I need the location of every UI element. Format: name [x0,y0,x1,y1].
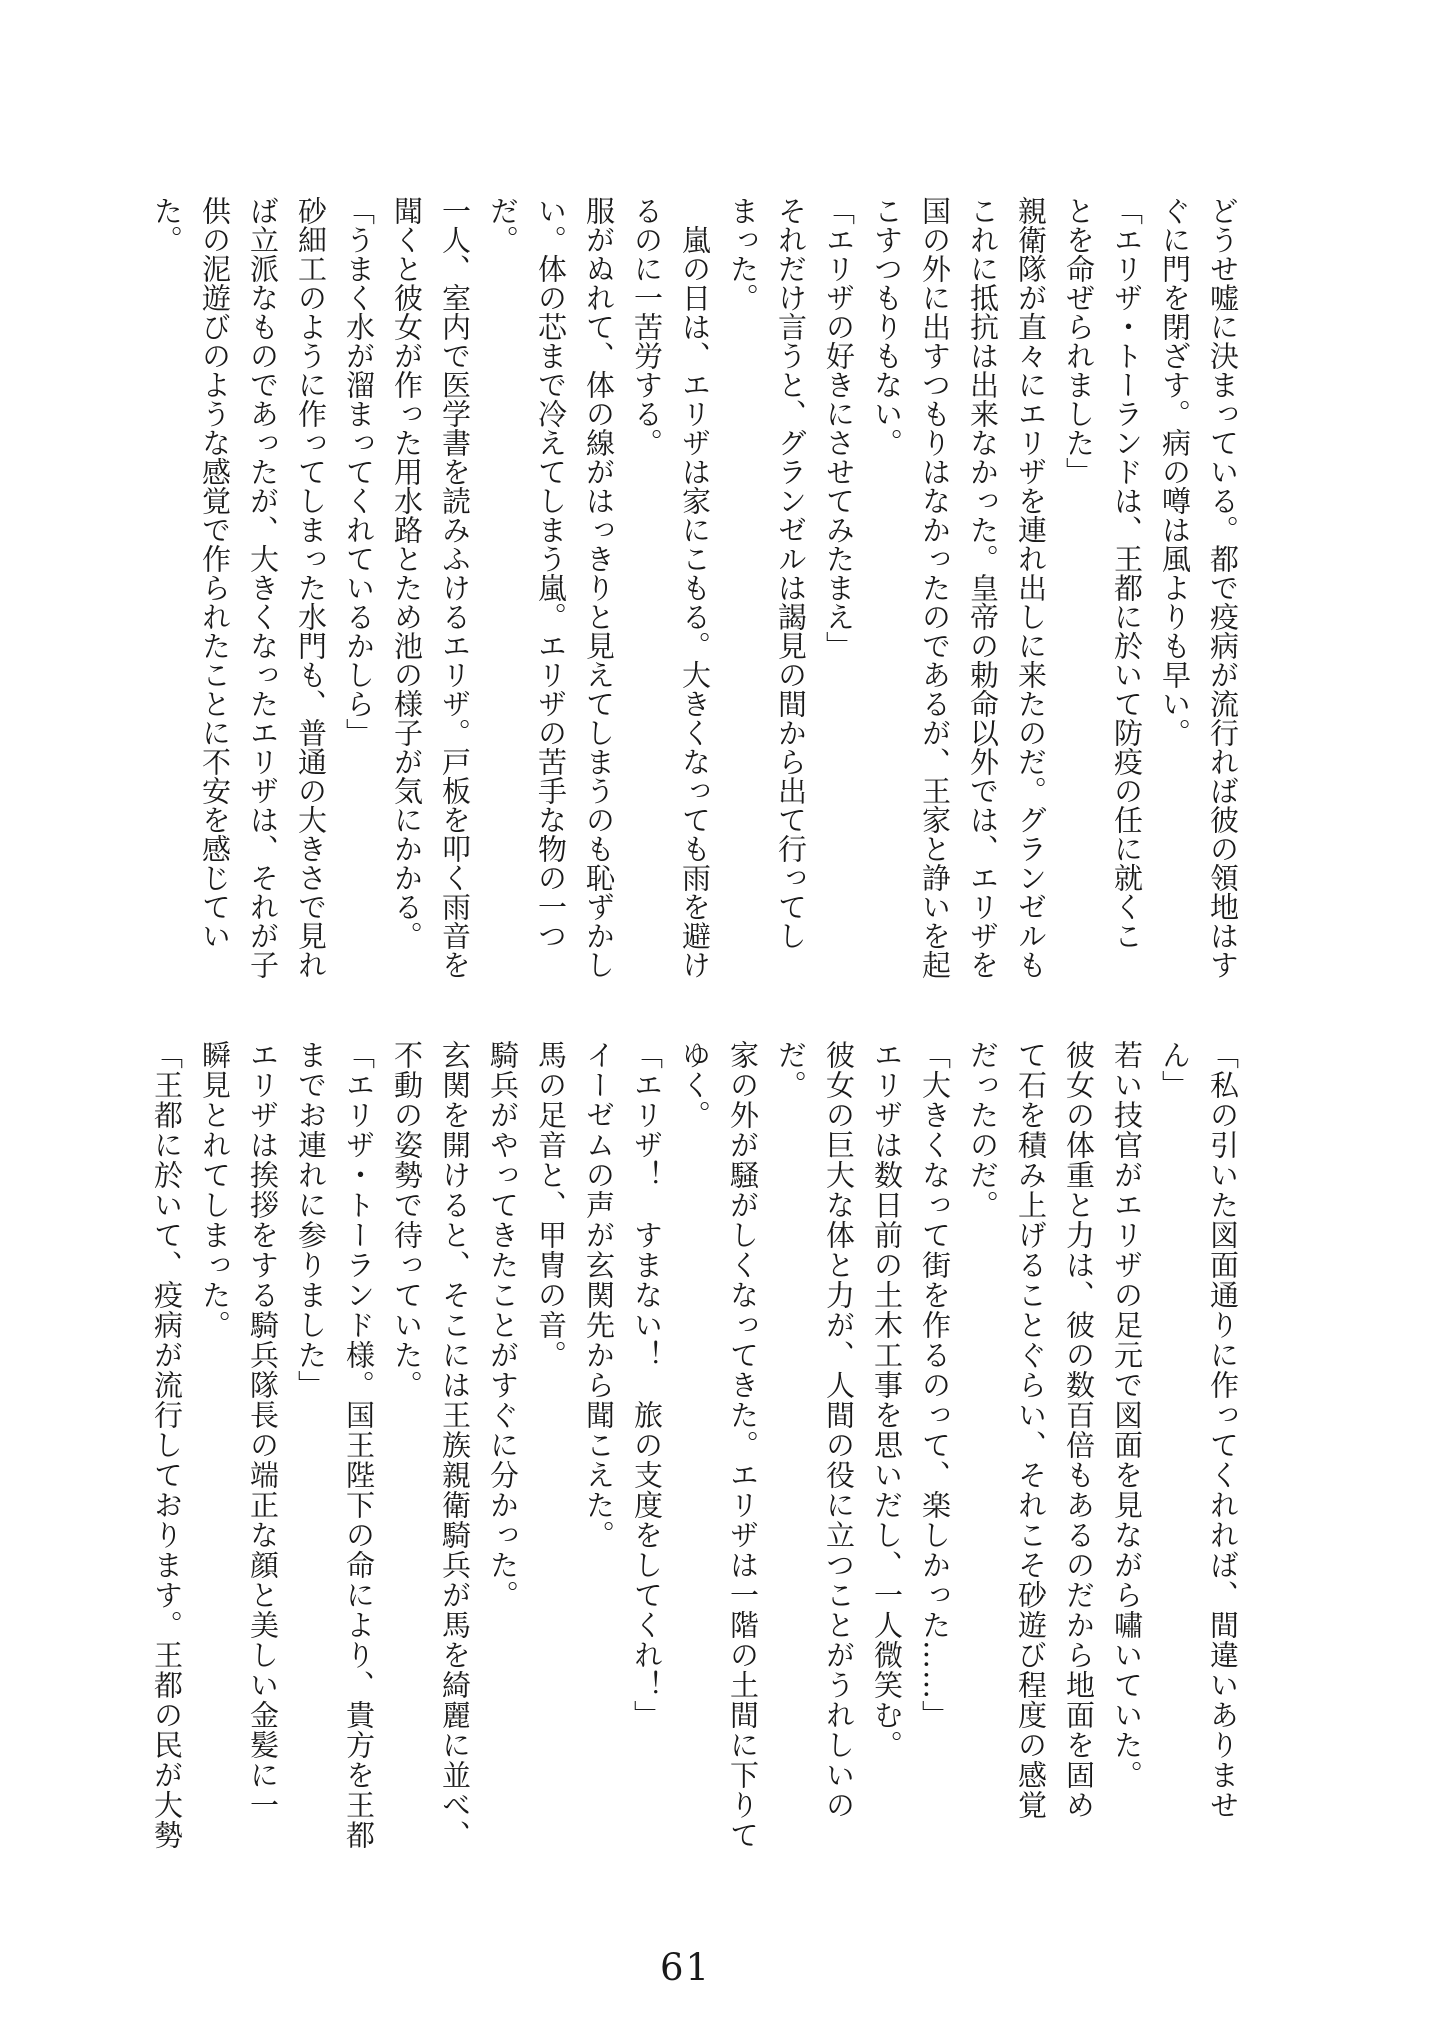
text-column: だったのだ。 [966,1040,1000,1220]
text-column: 馬の足音と、甲冑の音。 [534,1040,568,1370]
text-column: い。体の芯まで冷えてしまう嵐。エリザの苦手な物の一つ [534,196,568,950]
text-column: まった。 [726,196,760,312]
text-column: エリザは挨拶をする騎兵隊長の端正な顔と美しい金髪に一 [246,1040,280,1820]
text-column: ぐに門を閉ざす。病の噂は風よりも早い。 [1158,196,1192,747]
text-column: 嵐の日は、エリザは家にこもる。大きくなっても雨を避け [678,225,712,979]
text-column: 彼女の巨大な体と力が、人間の役に立つことがうれしいの [822,1040,856,1820]
text-column: 不動の姿勢で待っていた。 [390,1040,424,1400]
text-column: 「王都に於いて、疫病が流行しております。王都の民が大勢 [150,1040,184,1850]
text-column: 「エリザ・トーランド様。国王陛下の命により、貴方を王都 [342,1040,376,1850]
text-column: だ。 [486,196,520,254]
text-column: るのに一苦労する。 [630,196,664,457]
text-column: 家の外が騒がしくなってきた。エリザは一階の土間に下りて [726,1040,760,1850]
text-column: とを命ぜられました」 [1062,196,1096,486]
text-column: 親衛隊が直々にエリザを連れ出しに来たのだ。グランゼルも [1014,196,1048,979]
text-block-bottom [143,1040,1247,1875]
page-number: 61 [660,1946,712,1989]
text-column: 「エリザの好きにさせてみたまえ」 [822,196,856,660]
text-column: 「エリザ・トーランドは、王都に於いて防疫の任に就くこ [1110,196,1144,950]
text-column: までお連れに参りました」 [294,1040,328,1400]
text-column: 一人、室内で医学書を読みふけるエリザ。戸板を叩く雨音を [438,196,472,979]
text-column: ゆく。 [678,1040,712,1130]
text-column: て石を積み上げることぐらい、それこそ砂遊び程度の感覚 [1014,1040,1048,1820]
text-column: 玄関を開けると、そこには王族親衛騎兵が馬を綺麗に並べ、 [438,1040,472,1850]
text-column: どうせ嘘に決まっている。都で疫病が流行れば彼の領地はす [1206,196,1240,979]
text-column: 騎兵がやってきたことがすぐに分かった。 [486,1040,520,1610]
text-column: これに抵抗は出来なかった。皇帝の勅命以外では、エリザを [966,196,1000,979]
text-column: 「エリザ！ すまない！ 旅の支度をしてくれ！」 [630,1040,664,1730]
text-column: 瞬見とれてしまった。 [198,1040,232,1340]
text-column: だ。 [774,1040,808,1100]
text-column: 服がぬれて、体の線がはっきりと見えてしまうのも恥ずかし [582,196,616,979]
text-block-top [143,196,1247,986]
text-column: ば立派なものであったが、大きくなったエリザは、それが子 [246,196,280,979]
text-column: 「大きくなって街を作るのって、楽しかった……」 [918,1040,952,1730]
text-column: それだけ言うと、グランゼルは謁見の間から出て行ってし [774,196,808,950]
text-column: ん」 [1158,1040,1192,1100]
text-column: 若い技官がエリザの足元で図面を見ながら嘯いていた。 [1110,1040,1144,1790]
text-column: エリザは数日前の土木工事を思いだし、一人微笑む。 [870,1040,904,1760]
text-column: 「うまく水が溜まってくれているかしら」 [342,196,376,747]
text-column: 国の外に出すつもりはなかったのであるが、王家と諍いを起 [918,196,952,979]
text-column: こすつもりもない。 [870,196,904,457]
text-column: イーゼムの声が玄関先から聞こえた。 [582,1040,616,1550]
text-column: 彼女の体重と力は、彼の数百倍もあるのだから地面を固め [1062,1040,1096,1820]
text-column: 「私の引いた図面通りに作ってくれれば、間違いありませ [1206,1040,1240,1820]
text-column: 砂細工のように作ってしまった水門も、普通の大きさで見れ [294,196,328,979]
text-column: 供の泥遊びのような感覚で作られたことに不安を感じてい [198,196,232,950]
text-column: 聞くと彼女が作った用水路とため池の様子が気にかかる。 [390,196,424,950]
text-column: た。 [150,196,184,254]
